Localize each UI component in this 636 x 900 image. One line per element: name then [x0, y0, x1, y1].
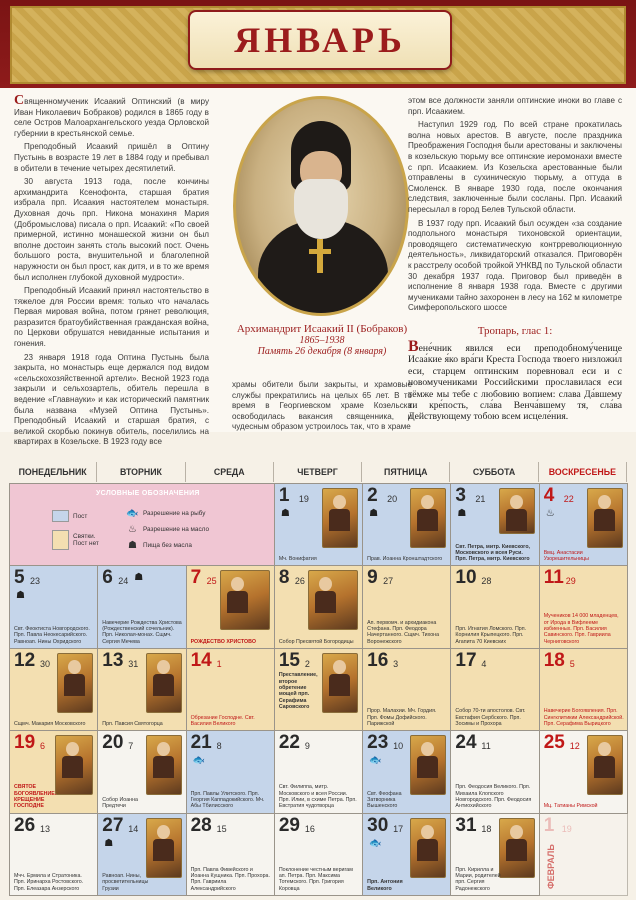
day-note: Собор 70-ти апостолов. Свт. Евстафия Сербского. Прп. Зосимы и Прохора: [455, 708, 526, 727]
oil-icon: ♨: [128, 524, 137, 535]
day-number: 24: [455, 732, 477, 754]
old-style-date: 20: [387, 494, 398, 504]
old-style-date: 3: [393, 658, 399, 669]
old-style-date: 24: [118, 576, 129, 587]
old-style-date: 28: [481, 576, 492, 587]
drop-cap: В: [408, 338, 419, 355]
paragraph: 23 января 1918 года Оптина Пустынь была закрыта, но монастырь еще держался под видом «сельскохозяйственной артели». Весной 1923 года закрыли и сельхозартель, обитель перешла в ведение «Главнауки» и как исторический памятник была названа «Музей Оптина Пустынь». Преподобный Исаакий и старшая братия, с великой скорбью покинув обитель, поселились на квартирах в Козельске. В 1923 году все: [14, 352, 209, 447]
weekday: СРЕДА: [186, 462, 274, 482]
day-cell[interactable]: [451, 649, 539, 731]
day-number: 30: [367, 814, 389, 836]
day-cell[interactable]: [98, 731, 186, 813]
day-number: 10: [455, 567, 477, 589]
fish-icon: 🐟: [369, 755, 382, 767]
day-note: Прп. Павлы Улитского. Прп. Георгия Каппадокийского. Мч. Абы Тбилисского: [190, 790, 265, 810]
portrait-caption: [230, 323, 414, 357]
weekday: СУББОТА: [450, 462, 538, 482]
old-style-date: 14: [128, 823, 139, 834]
day-note: Преставление, второе обретение мощей прп. Серафима Саровского: [278, 672, 318, 710]
day-number: 21: [190, 732, 212, 754]
day-cell[interactable]: [275, 649, 363, 731]
day-cell[interactable]: [363, 731, 451, 813]
day-cell[interactable]: [275, 484, 363, 566]
day-cell-next-month[interactable]: [540, 814, 628, 896]
day-cell[interactable]: [98, 649, 186, 731]
old-style-date: 12: [569, 741, 580, 752]
old-style-date: 27: [383, 576, 394, 587]
day-note: Собор Иоанна Предтечи: [102, 797, 138, 810]
paragraph: [14, 93, 209, 139]
pot-icon: ☗: [128, 540, 137, 551]
day-number: 22: [278, 732, 300, 754]
day-number: 29: [278, 814, 300, 836]
day-number: 9: [367, 567, 378, 589]
pot-icon: ☗: [134, 572, 144, 584]
day-note: Прп. Кирилла и Марии, родителей прп. Сергия Радонежского: [455, 866, 501, 892]
old-style-date: 8: [216, 741, 222, 752]
caption-years: 1865–1938: [299, 335, 345, 346]
paragraph-text: вященномученик Исаакий Оптинский (в миру Иван Николаевич Бобраков) родился в 1865 году в селе Остров Малоархангельского уезда Орловской губернии в крестьянской семье.: [14, 97, 209, 138]
old-style-date: 31: [128, 658, 139, 669]
old-style-date: 11: [481, 741, 491, 752]
day-note: Прп. Павсия Святогорца: [102, 720, 163, 727]
fish-icon: 🐟: [192, 755, 206, 767]
old-style-date: 19: [298, 494, 309, 504]
day-cell[interactable]: [540, 731, 628, 813]
day-cell[interactable]: [10, 566, 98, 648]
saint-icon: [587, 735, 623, 795]
pot-icon: ☗: [104, 837, 114, 849]
day-cell[interactable]: [10, 649, 98, 731]
legend-label: Пост: [73, 512, 88, 520]
day-number: 20: [102, 732, 124, 754]
day-note: Собор Пресвятой Богородицы: [278, 638, 354, 645]
saint-icon: [146, 735, 182, 795]
legend-label: Разрешение на рыбу: [143, 510, 206, 517]
day-number: 4: [543, 485, 555, 506]
legend-label: Разрешение на масло: [143, 526, 210, 533]
day-cell[interactable]: [275, 566, 363, 648]
day-number: 15: [278, 649, 300, 671]
old-style-date: 4: [481, 658, 487, 669]
old-style-date: 10: [393, 741, 404, 752]
day-number: 14: [190, 649, 212, 671]
legend-label: Пища без масла: [143, 542, 192, 549]
saint-portrait: [233, 96, 409, 316]
day-number: 16: [367, 649, 389, 671]
day-cell[interactable]: [451, 484, 539, 566]
fish-icon: 🐟: [126, 508, 139, 519]
saint-icon: [410, 735, 446, 795]
weekday: ПОНЕДЕЛЬНИК: [9, 462, 97, 482]
day-cell[interactable]: [363, 566, 451, 648]
old-style-date: 26: [294, 576, 305, 587]
saint-icon: [587, 488, 623, 548]
day-note: Навечерие Рождества Христова (Рождественский сочельник). Прп. Николая-монах. Сщмч. Сергия Мечева: [102, 619, 182, 645]
day-note: Мч. Вонифатия: [278, 556, 317, 563]
day-note: Мчч. Ермила и Стратоника. Прп. Иринарха Ростовского. Прп. Елеазара Анзерского: [14, 873, 84, 892]
day-cell[interactable]: [540, 566, 628, 648]
nativity-icon: [220, 570, 270, 630]
day-cell[interactable]: [363, 484, 451, 566]
saint-icon: [499, 488, 535, 534]
old-style-date: 19: [561, 823, 572, 834]
day-number: 1: [278, 485, 290, 506]
old-style-date: 13: [40, 823, 51, 834]
day-number: 1: [543, 814, 555, 836]
legend-oil: [126, 524, 209, 535]
day-cell[interactable]: [187, 731, 275, 813]
day-note: Мучеников 14 000 младенцев, от Ирода в Вифлееме избиенных. Прп. Василия Савинского. Прп. Гавриила Черниговского: [543, 613, 619, 645]
day-cell[interactable]: [187, 566, 275, 648]
day-cell[interactable]: [451, 731, 539, 813]
day-number: 13: [102, 649, 124, 671]
paragraph: Преподобный Исаакий пришёл в Оптину Пустынь в возрасте 19 лет в 1884 году и пребывал в обители в течение четырех десятилетий.: [14, 142, 209, 173]
day-cell[interactable]: [451, 566, 539, 648]
old-style-date: 23: [30, 576, 41, 587]
day-number: 11: [543, 567, 564, 589]
day-number: 8: [278, 567, 290, 589]
day-note: Ап. первомч. и архидиакона Стефана. Прп. Феодора Начертанного. Сщмч. Тихона Воронежского: [367, 619, 440, 645]
old-style-date: 7: [128, 741, 134, 752]
day-cell[interactable]: [98, 814, 186, 896]
day-note: Свт. Феофана Затворника Вышенского: [367, 790, 402, 810]
saint-icon: [499, 818, 535, 878]
day-cell[interactable]: [363, 814, 451, 896]
paragraph: 30 августа 1913 года, после кончины архимандрита Ксенофонта, старшая братия избрала прп. Исаакия настоятелем монастыря. Духовная дочь прп. Никона монахиня Мария (Добромыслова) писала о прп. Исаакий: «По своей примерной, истинно монашеской жизни он был вполне достоин занять столь высокий пост. Очень большого роста, внушительной и благолепной наружности он был прост, как дитя, и в то же время был исполнен глубокой духовной мудрости».: [14, 177, 209, 282]
article-column-3: [408, 96, 622, 317]
day-number: 5: [14, 567, 25, 589]
day-note: Поклонение честным веригам ап. Петра. Прп. Максима Тотемского. Прп. Григория Коровца: [278, 866, 353, 892]
day-number: 12: [14, 649, 36, 671]
weekday-sunday: ВОСКРЕСЕНЬЕ: [539, 462, 627, 482]
day-cell[interactable]: [451, 814, 539, 896]
pot-icon: ☗: [16, 590, 25, 602]
calendar-grid: [9, 483, 628, 896]
saint-icon: [57, 653, 93, 713]
day-note: Прав. Иоанна Кронштадтского: [367, 556, 443, 563]
day-number: 28: [190, 814, 212, 836]
old-style-date: 25: [206, 576, 217, 587]
day-cell[interactable]: [540, 649, 628, 731]
old-style-date: 29: [565, 576, 576, 587]
pot-icon: ☗: [280, 508, 290, 519]
day-number: 27: [102, 814, 124, 836]
day-note: Свт. Петра, митр. Киевского, Московского и всея Руси. Прп. Петра, митр. Киевского: [455, 543, 531, 563]
day-number: 19: [14, 732, 36, 754]
day-note: Прор. Малахии. Мч. Гордия. Прп. Фомы Дофийского. Парижской: [367, 708, 437, 727]
day-cell[interactable]: [187, 649, 275, 731]
troparion-body: ене́чник явился еси преподобному́ченице Исаа́кие я́ко вра́ги Креста Господа твоего низложи́л еси, старцем оптинским поревновал еси и с новомучениками Российскими прославилася еси тёмже мы тебе с любовию вопием: слава Да́вшему ти кре́пость, сла́ва Венча́вшему тя, сла́ва Действующему тобою всем исцеле́ния.: [408, 343, 622, 423]
day-number: 23: [367, 732, 389, 754]
saint-icon: [322, 653, 358, 713]
title-scroll: [188, 10, 452, 70]
old-style-date: 15: [216, 823, 227, 834]
day-cell[interactable]: [363, 649, 451, 731]
pot-icon: ☗: [369, 508, 379, 519]
day-note: Прп. Игнатия Ломского. Прп. Корнилия Крыпецкого. Прп. Агапита 70 Киевских: [455, 625, 527, 645]
drop-cap: С: [14, 93, 25, 108]
day-number: 17: [455, 649, 477, 671]
calendar-header: [0, 0, 636, 88]
day-cell[interactable]: [10, 731, 98, 813]
day-number: 31: [455, 814, 477, 836]
old-style-date: 1: [216, 658, 222, 669]
paragraph: храмы обители были закрыты, и храмовые службы прекратились на целых 65 лет. В то время в Георгиевском храме Козельска освободилась вакансия священника, и чудесным образом устроилось так, что в храме: [232, 380, 412, 432]
day-number: 26: [14, 814, 36, 836]
legend: [10, 484, 275, 566]
day-note: Обрезание Господне. Свт. Василия Великого: [190, 714, 255, 727]
old-style-date: 5: [569, 658, 575, 669]
saint-icon: [322, 488, 358, 548]
old-style-date: 30: [40, 658, 51, 669]
old-style-date: 18: [481, 823, 492, 834]
caption-memory: Память 26 декабря (8 января): [257, 346, 387, 357]
day-note: Навечерие Богоявления. Прп. Сингклитикии Александрийской. Прп. Серафима Вырицкого: [543, 708, 624, 727]
legend-svyatki: [52, 530, 109, 550]
next-month-label: ФЕВРАЛЬ: [545, 844, 556, 889]
paragraph: Преподобный Исаакий принял настоятельство в тяжелое для России время: только что началась Первая мировая война, потом грянет революция, разразится братоубийственная гражданская война, по Церкови обрушатся невиданные испытания и гонения.: [14, 286, 209, 349]
old-style-date: 9: [304, 741, 310, 752]
legend-label: Святки. Пост нет: [73, 533, 99, 547]
article-column-1: [14, 93, 209, 451]
day-note: СВЯТОЕ БОГОЯВЛЕНИЕ. КРЕЩЕНИЕ ГОСПОДНЕ: [14, 784, 57, 810]
day-number: 7: [190, 567, 202, 589]
day-note: Мц. Татианы Римской: [543, 803, 598, 810]
paragraph: В 1937 году прп. Исаакий был осужден «за создание подпольного монастыря тихоновской ориентации, проводящего систематическую контрреволюционную деятельность», ликвидаторский отказался. Приговорён к расстрелу особой тройкой УНКВД по Тульской области 30 декабря 1937 года. Приговор был приведён в исполнение 8 января 1938 года. Вместе с другими мучениками тайно захоронен в лесу на 162 м километре Симферопольского шоссе: [408, 218, 622, 313]
saint-icon: [146, 818, 182, 878]
weekday: ЧЕТВЕРГ: [274, 462, 362, 482]
day-cell[interactable]: [540, 484, 628, 566]
old-style-date: 2: [304, 658, 310, 669]
oil-icon: ♨: [545, 508, 555, 519]
paragraph: этом все должности заняли оптинские иноки во главе с прп. Исаакием.: [408, 96, 622, 116]
saint-icon: [410, 488, 446, 548]
day-note: Прп. Павла Фивейского и Иоанна Кущника. Прп. Прохора. Прп. Гавриила Александрийского: [190, 866, 270, 892]
weekday: ПЯТНИЦА: [362, 462, 450, 482]
weekday-header: [9, 462, 627, 482]
day-note: Прп. Феодосия Великого. Прп. Михаила Клопского Новгородского. Прп. Феодосия Антиохийского: [455, 784, 532, 810]
day-note: Равноап. Нины, просветительницы Грузии: [102, 873, 149, 892]
saint-icon: [308, 570, 358, 630]
troparion-text: [408, 338, 622, 423]
old-style-date: 21: [475, 494, 486, 504]
day-cell[interactable]: [98, 566, 186, 648]
old-style-date: 22: [563, 494, 574, 504]
cross-icon: [317, 239, 323, 273]
day-number: 6: [102, 567, 113, 589]
troparion-title: Тропарь, глас 1:: [477, 325, 553, 337]
day-note: Свт. Филиппа, митр. Московского и всея России. Прп. Илии, в схиме Петра. Прп. Евстратия чудотворца: [278, 784, 357, 810]
pot-icon: ☗: [457, 508, 467, 519]
saint-icon: [146, 653, 182, 713]
day-cell[interactable]: [275, 814, 363, 896]
paragraph: Наступил 1929 год. По всей стране прокатилась волна новых арестов. В августе, после праздника Преображения Господня были арестованы и заключены в козельскую тюрьму все оптинские иеромонахи вместе с прп. Исаакием. Из Козельска арестованные были отправлены в сухиническую тюрьму, а оттуда в Смоленск. В январе 1930 года, после окончания следствия, заключенные были сосланы. Прп. Исаакий пересылал в город Белев Тульской области.: [408, 120, 622, 214]
legend-title: УСЛОВНЫЕ ОБОЗНАЧЕНИЯ: [96, 490, 200, 497]
day-note: Свт. Феоктиста Новгородского. Прп. Павла Неокесарийского. Равноап. Нины Охридского: [14, 625, 90, 645]
weekday: ВТОРНИК: [97, 462, 185, 482]
day-note: РОЖДЕСТВО ХРИСТОВО: [190, 638, 256, 645]
day-note: Вмц. Анастасии Узорешительницы: [543, 549, 589, 563]
old-style-date: 16: [304, 823, 315, 834]
caption-name: Архимандрит Исаакий II (Бобраков): [236, 323, 408, 335]
day-note: Прп. Антония Великого: [367, 879, 403, 892]
old-style-date: 17: [393, 823, 404, 834]
legend-post: [52, 510, 87, 522]
day-cell[interactable]: [10, 814, 98, 896]
legend-no-oil: [126, 540, 192, 551]
day-number: 25: [543, 732, 565, 754]
day-number: 3: [455, 485, 466, 506]
article-column-2: [232, 380, 412, 436]
day-cell[interactable]: [187, 814, 275, 896]
fish-icon: 🐟: [369, 837, 382, 849]
day-number: 2: [367, 485, 378, 506]
theophany-icon: [55, 735, 93, 795]
old-style-date: 6: [40, 741, 46, 752]
month-title: ЯНВАРЬ: [234, 20, 406, 60]
day-number: 18: [543, 649, 565, 671]
saint-icon: [410, 818, 446, 878]
day-note: Сщмч. Макария Московского: [14, 720, 86, 727]
legend-fish: [126, 508, 205, 519]
day-cell[interactable]: [275, 731, 363, 813]
